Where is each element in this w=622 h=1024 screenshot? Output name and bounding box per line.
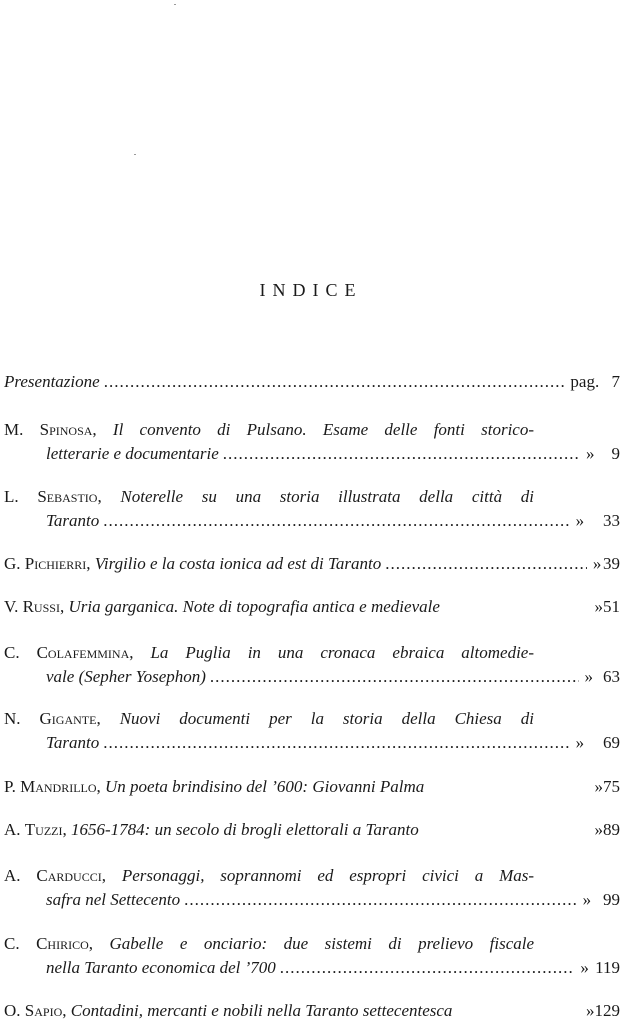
toc-entry[interactable]	[4, 932, 620, 980]
entry-title-line: A. Carducci, Personaggi, soprannomi ed espropri civici a Mas-	[4, 866, 535, 885]
entry-title	[4, 370, 100, 394]
entry-title: G. Pichierri, Virgilio e la costa ionica ad est di Taranto	[4, 554, 382, 573]
entry-title-line	[4, 999, 620, 1023]
toc-entry[interactable]	[4, 707, 620, 755]
entry-title: Personaggi, soprannomi ed espropri civici a Mas-	[121, 866, 535, 885]
toc-entry[interactable]	[4, 775, 620, 799]
entry-title: O. Sapio, Contadini, mercanti e nobili nella Taranto settecentesca	[4, 1001, 453, 1020]
entry-title-line: C. Colafemmina, La Puglia in una cronaca ebraica altomedie-	[4, 643, 534, 662]
page-number: 39	[603, 554, 620, 573]
page-number: 99	[602, 890, 620, 909]
author-initial: M.	[4, 420, 40, 439]
page-marker: »	[582, 890, 592, 909]
entry-title-text: Uria garganica. Note di topografia antica e medievale	[68, 597, 440, 616]
page-marker: »	[594, 820, 603, 839]
author-initial: O.	[4, 1001, 25, 1020]
entry-title-line	[4, 370, 620, 394]
page-marker: »	[585, 444, 595, 463]
author-initial: A.	[4, 820, 25, 839]
leader-dots	[103, 509, 569, 533]
entry-title-text: Presentazione	[4, 372, 100, 391]
entry-title-text: Contadini, mercanti e nobili nella Taranto settecentesca	[70, 1001, 453, 1020]
leader-dots	[184, 888, 577, 912]
entry-title: La Puglia in una cronaca ebraica altomedie-	[150, 643, 534, 662]
page-marker: »	[586, 1001, 595, 1020]
entry-title-line	[4, 665, 620, 689]
leader-dots	[385, 552, 587, 576]
author-name: Tuzzi	[24, 820, 63, 839]
entry-title-line	[4, 442, 620, 466]
author-initial: N.	[4, 709, 40, 728]
author-name: Colafemmina	[36, 643, 130, 662]
entry-title-line	[4, 818, 620, 842]
page-marker: »	[575, 511, 585, 530]
entry-title-line	[4, 888, 620, 912]
entry-title-line	[4, 552, 620, 576]
entry-title-text: Un poeta brindisino del ’600: Giovanni Palma	[105, 777, 425, 796]
author-name: Sebastio	[37, 487, 98, 506]
entry-title-text: Virgilio e la costa ionica ad est di Taranto	[94, 554, 382, 573]
toc-entry[interactable]	[4, 370, 620, 394]
toc-entry[interactable]	[4, 818, 620, 842]
toc-entry[interactable]	[4, 999, 620, 1023]
entry-title: Nuovi documenti per la storia della Chiesa di	[119, 709, 534, 728]
author-name: Pichierri	[24, 554, 87, 573]
entry-title-line	[4, 595, 620, 619]
author-initial: C.	[4, 643, 37, 662]
page-number: 33	[602, 511, 620, 530]
leader-dots	[104, 370, 565, 394]
entry-title-continued: Taranto	[46, 511, 100, 530]
leader-dots	[280, 956, 575, 980]
paper-speck	[174, 4, 176, 5]
author-name: Carducci	[36, 866, 102, 885]
page-marker: »	[594, 597, 603, 616]
entry-title: Il convento di Pulsano. Esame delle fonti storico-	[112, 420, 535, 439]
page-number: 7	[611, 372, 620, 391]
author-initial: V.	[4, 597, 23, 616]
paper-speck	[134, 154, 136, 155]
entry-title-continued: Taranto	[46, 733, 100, 752]
author-name: Spinosa	[39, 420, 93, 439]
leader-dots	[103, 731, 569, 755]
author-name: Gigante	[39, 709, 97, 728]
entry-title: P. Mandrillo, Un poeta brindisino del ’600: Giovanni Palma	[4, 777, 425, 796]
entry-title-line: C. Chirico, Gabelle e onciario: due sistemi di prelievo fiscale	[4, 934, 535, 953]
entry-title: Noterelle su una storia illustrata della città di	[120, 487, 535, 506]
page-marker: »	[594, 777, 603, 796]
page-marker: »	[575, 733, 585, 752]
page-title: INDICE	[259, 280, 363, 300]
author-name: Chirico	[36, 934, 89, 953]
toc-entry[interactable]	[4, 864, 620, 912]
author-initial: L.	[4, 487, 38, 506]
page-number: 69	[602, 733, 620, 752]
page-number: 63	[603, 667, 620, 686]
toc-entry[interactable]	[4, 595, 620, 619]
entry-title: Gabelle e onciario: due sistemi di prelievo fiscale	[109, 934, 535, 953]
entry-title-continued: nella Taranto economica del ’700	[46, 958, 276, 977]
toc-entry[interactable]	[4, 641, 620, 689]
toc-entry[interactable]	[4, 552, 620, 576]
author-initial: A.	[4, 866, 37, 885]
page-marker: »	[584, 667, 594, 686]
page-number: 89	[603, 820, 620, 839]
entry-title-continued: vale (Sepher Yosephon)	[46, 667, 206, 686]
entry-title-line	[4, 956, 620, 980]
toc-entry[interactable]	[4, 418, 620, 466]
entry-title-continued: letterarie e documentarie	[46, 444, 219, 463]
entry-title-line	[4, 509, 620, 533]
page-number: 129	[594, 1001, 620, 1020]
page-marker: »	[580, 958, 589, 977]
entry-title-line: N. Gigante, Nuovi documenti per la storia della Chiesa di	[4, 709, 534, 728]
author-initial: G.	[4, 554, 25, 573]
entry-title-line: M. Spinosa, Il convento di Pulsano. Esame delle fonti storico-	[4, 420, 535, 439]
author-name: Sapio	[24, 1001, 63, 1020]
entry-title: V. Russi, Uria garganica. Note di topografia antica e medievale	[4, 597, 440, 616]
leader-dots	[223, 442, 580, 466]
page-marker: pag.	[570, 372, 600, 391]
author-name: Russi	[22, 597, 60, 616]
entry-title-continued: safra nel Settecento	[46, 890, 181, 909]
entry-title-text: 1656-1784: un secolo di brogli elettorali a Taranto	[71, 820, 419, 839]
page-number: 119	[595, 958, 620, 977]
author-initial: C.	[4, 934, 37, 953]
leader-dots	[210, 665, 579, 689]
page-number: 75	[603, 777, 620, 796]
page-marker: »	[592, 554, 602, 573]
entry-title-line	[4, 775, 620, 799]
entry-title: A. Tuzzi, 1656-1784: un secolo di brogli elettorali a Taranto	[4, 820, 419, 839]
author-name: Mandrillo	[20, 777, 97, 796]
toc-entry[interactable]	[4, 485, 620, 533]
entry-title-line	[4, 731, 620, 755]
page-number: 9	[611, 444, 620, 463]
entry-title-line: L. Sebastio, Noterelle su una storia illustrata della città di	[4, 487, 535, 506]
author-initial: P.	[4, 777, 21, 796]
page-number: 51	[603, 597, 620, 616]
